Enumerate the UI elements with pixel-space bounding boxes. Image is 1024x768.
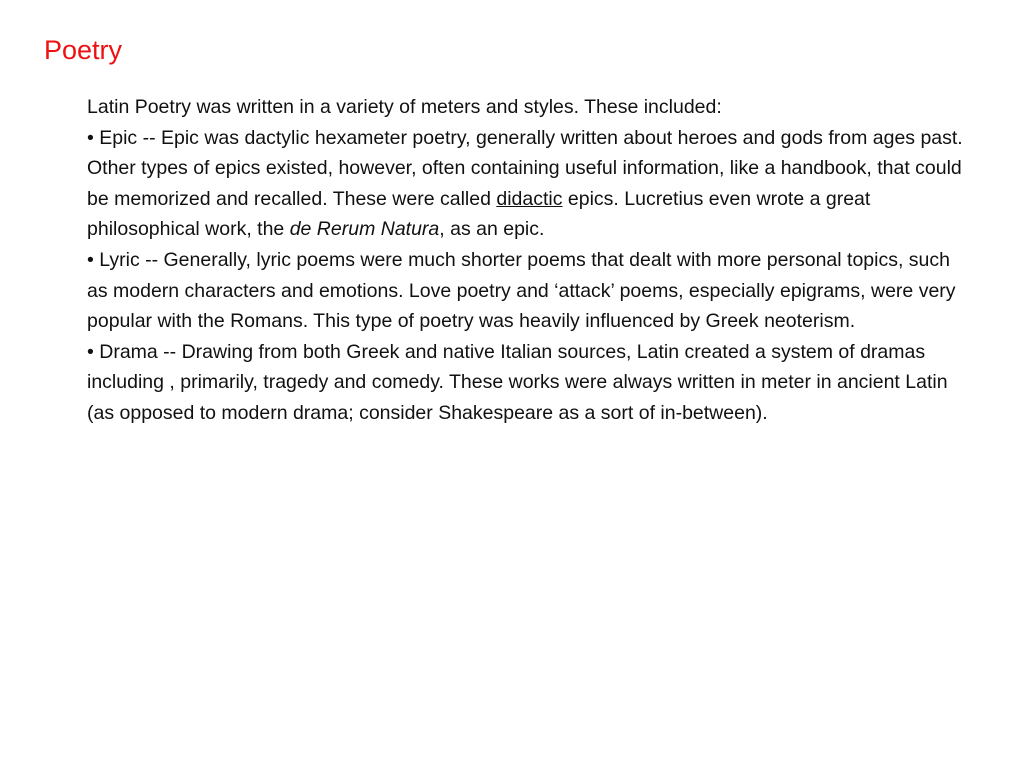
intro-paragraph: Latin Poetry was written in a variety of meters and styles. These included: xyxy=(87,96,722,118)
bullet-drama: • Drama -- Drawing from both Greek and native Italian sources, Latin created a system of dramas including , primarily, tragedy and comedy. These works were always written in meter in ancient Latin (as opposed to modern drama; consider Shakespeare as a sort of in-between). xyxy=(87,340,948,424)
slide-title: Poetry xyxy=(44,35,123,65)
bullet-epic xyxy=(87,123,967,245)
epic-text-part2: epics. Lucretius even wrote a great philosophical work, the xyxy=(87,187,871,241)
didactic-term: didactic xyxy=(496,187,563,210)
slide-body xyxy=(87,92,967,429)
work-title: de Rerum Natura xyxy=(289,218,440,241)
epic-text-part1: • Epic -- Epic was dactylic hexameter poetry, generally written about heroes and gods from ages past. Other types of epics existed, however, often containing useful information, like a handbook, that could be memorized and recalled. These were called xyxy=(87,126,963,210)
epic-text-part3: , as an epic. xyxy=(439,218,545,241)
bullet-lyric: • Lyric -- Generally, lyric poems were much shorter poems that dealt with more personal topics, such as modern characters and emotions. Love poetry and ‘attack’ poems, especially epigrams, were very popular with the Romans. This type of poetry was heavily influenced by Greek neoterism. xyxy=(87,248,956,333)
